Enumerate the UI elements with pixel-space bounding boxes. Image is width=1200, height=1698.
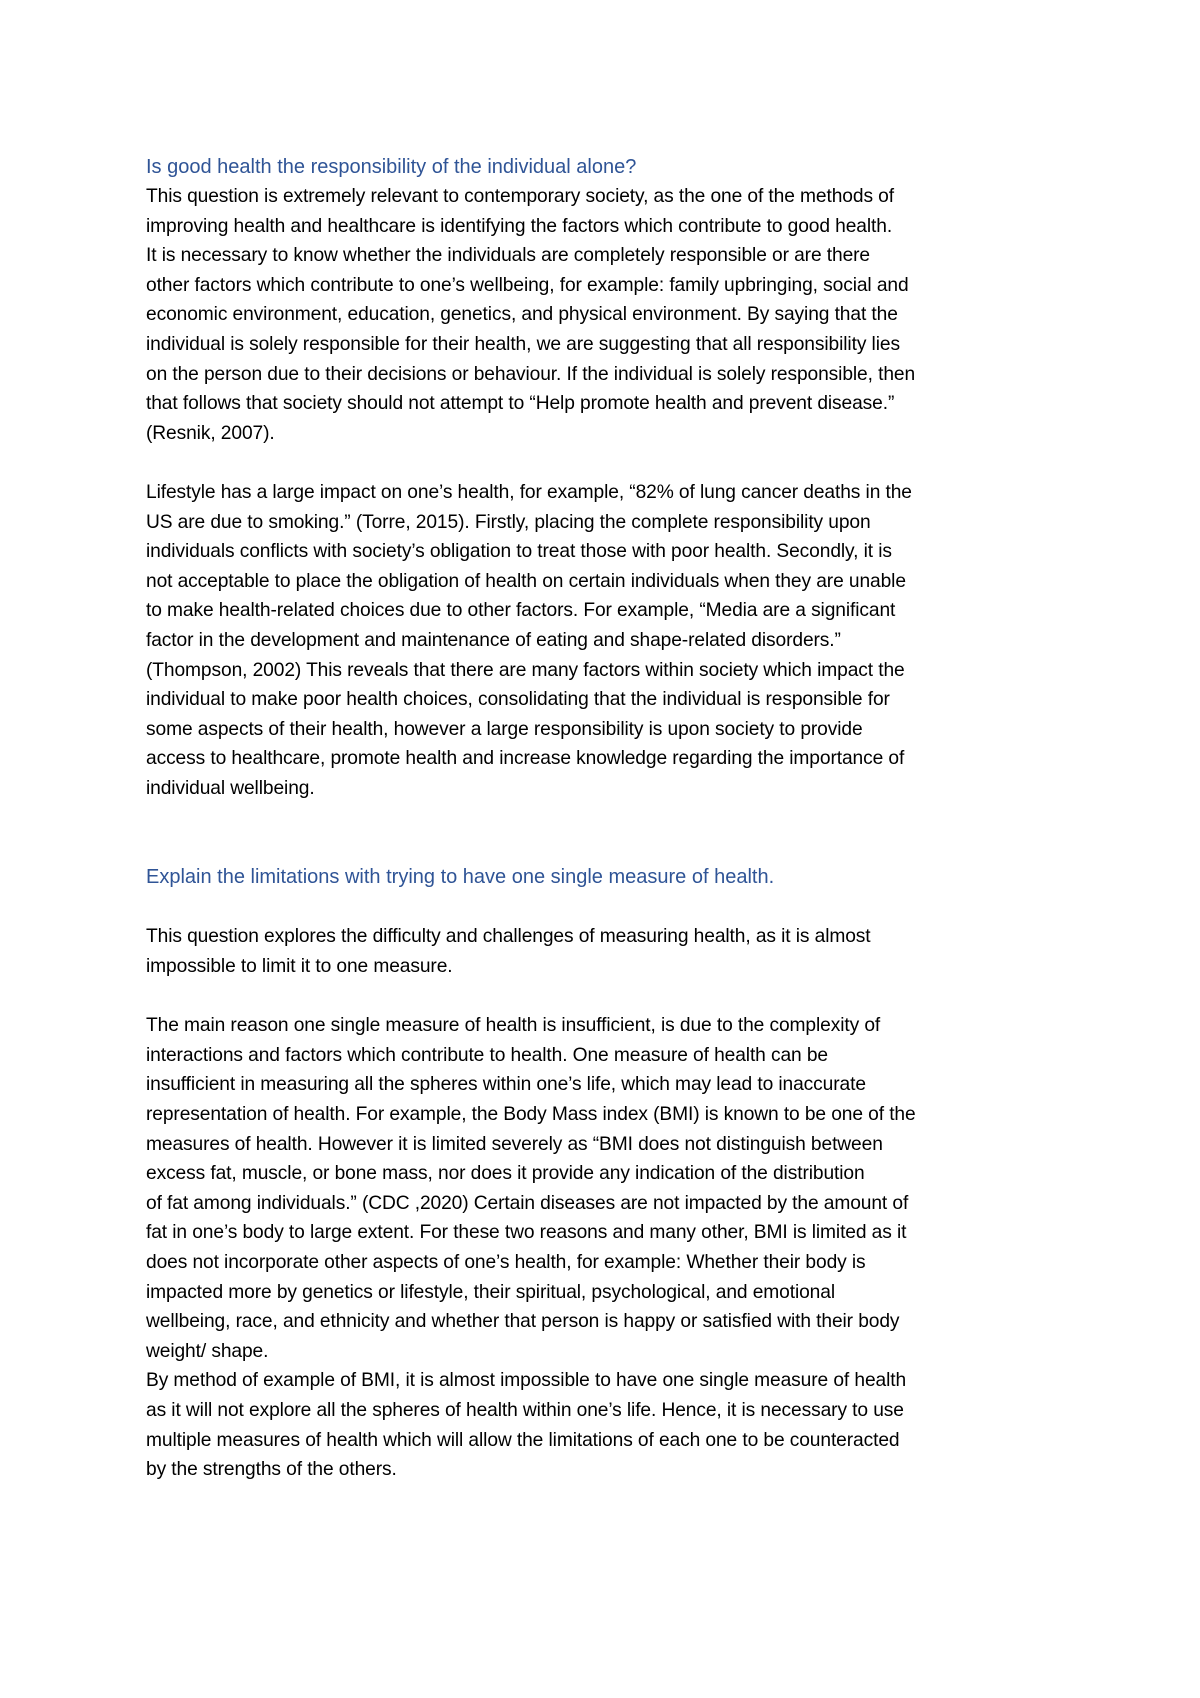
text-line: interactions and factors which contribute to health. One measure of health can be xyxy=(146,1044,828,1066)
section1-paragraph2 xyxy=(146,478,1086,804)
text-line: weight/ shape. xyxy=(146,1340,269,1362)
text-line: The main reason one single measure of health is insufficient, is due to the complexity of xyxy=(146,1015,881,1037)
text-line: economic environment, education, genetics, and physical environment. By saying that the xyxy=(146,304,898,326)
text-line: impossible to limit it to one measure. xyxy=(146,956,453,978)
text-line: wellbeing, race, and ethnicity and whether that person is happy or satisfied with their body xyxy=(146,1311,900,1333)
text-line: (Resnik, 2007). xyxy=(146,422,275,444)
text-line: access to healthcare, promote health and increase knowledge regarding the importance of xyxy=(146,748,905,770)
text-line: does not incorporate other aspects of one’s health, for example: Whether their body is xyxy=(146,1252,866,1273)
text-line: multiple measures of health which will allow the limitations of each one to be counteracted xyxy=(146,1429,900,1451)
text-line: impacted more by genetics or lifestyle, their spiritual, psychological, and emotional xyxy=(146,1281,835,1303)
section2-heading: Explain the limitations with trying to have one single measure of health. xyxy=(146,866,775,889)
text-line: measures of health. However it is limited severely as “BMI does not distinguish between xyxy=(146,1133,883,1155)
text-line: factor in the development and maintenance of eating and shape-related disorders.” xyxy=(146,629,841,651)
section2-paragraph1 xyxy=(146,922,1086,981)
text-line: of fat among individuals.” (CDC ,2020) Certain diseases are not impacted by the amount of xyxy=(146,1192,909,1214)
text-line: It is necessary to know whether the individuals are completely responsible or are there xyxy=(146,245,870,267)
text-line: other factors which contribute to one’s wellbeing, for example: family upbringing, social and xyxy=(146,274,909,296)
text-line: US are due to smoking.” (Torre, 2015). Firstly, placing the complete responsibility upon xyxy=(146,511,871,533)
text-line: improving health and healthcare is identifying the factors which contribute to good health. xyxy=(146,215,893,237)
text-line: to make health-related choices due to other factors. For example, “Media are a significant xyxy=(146,600,896,622)
text-line: fat in one’s body to large extent. For these two reasons and many other, BMI is limited as it xyxy=(146,1222,907,1244)
text-line: insufficient in measuring all the spheres within one’s life, which may lead to inaccurate xyxy=(146,1074,866,1096)
section-spacer xyxy=(146,803,1086,862)
text-line: individual to make poor health choices, consolidating that the individual is responsible for xyxy=(146,689,890,711)
text-line: on the person due to their decisions or behaviour. If the individual is solely responsible, then xyxy=(146,363,916,385)
text-line: by the strengths of the others. xyxy=(146,1459,397,1481)
document-page xyxy=(146,152,1086,1485)
paragraph-spacer xyxy=(146,448,1086,478)
text-line: some aspects of their health, however a large responsibility is upon society to provide xyxy=(146,718,863,740)
text-line: not acceptable to place the obligation of health on certain individuals when they are unable xyxy=(146,570,906,592)
text-line: (Thompson, 2002) This reveals that there are many factors within society which impact the xyxy=(146,659,905,681)
paragraph-spacer xyxy=(146,982,1086,1012)
text-line: representation of health. For example, the Body Mass index (BMI) is known to be one of the xyxy=(146,1104,916,1126)
heading-spacer xyxy=(146,892,1086,922)
section1-heading: Is good health the responsibility of the individual alone? xyxy=(146,156,637,178)
section2-paragraph2 xyxy=(146,1011,1086,1485)
text-line: individual is solely responsible for their health, we are suggesting that all responsibility lies xyxy=(146,333,900,355)
text-line: as it will not explore all the spheres of health within one’s life. Hence, it is necessary to use xyxy=(146,1399,904,1421)
section1-paragraph1 xyxy=(146,182,1086,448)
text-line: individual wellbeing. xyxy=(146,777,315,799)
text-line: Lifestyle has a large impact on one’s health, for example, “82% of lung cancer deaths in the xyxy=(146,481,912,503)
text-line: individuals conflicts with society’s obligation to treat those with poor health. Secondly, it is xyxy=(146,541,892,563)
text-line: This question explores the difficulty and challenges of measuring health, as it is almost xyxy=(146,926,871,948)
text-line: This question is extremely relevant to contemporary society, as the one of the methods of xyxy=(146,186,894,207)
text-line: that follows that society should not attempt to “Help promote health and prevent disease.” xyxy=(146,393,895,415)
text-line: excess fat, muscle, or bone mass, nor does it provide any indication of the distribution xyxy=(146,1163,865,1185)
text-line: By method of example of BMI, it is almost impossible to have one single measure of health xyxy=(146,1370,907,1392)
